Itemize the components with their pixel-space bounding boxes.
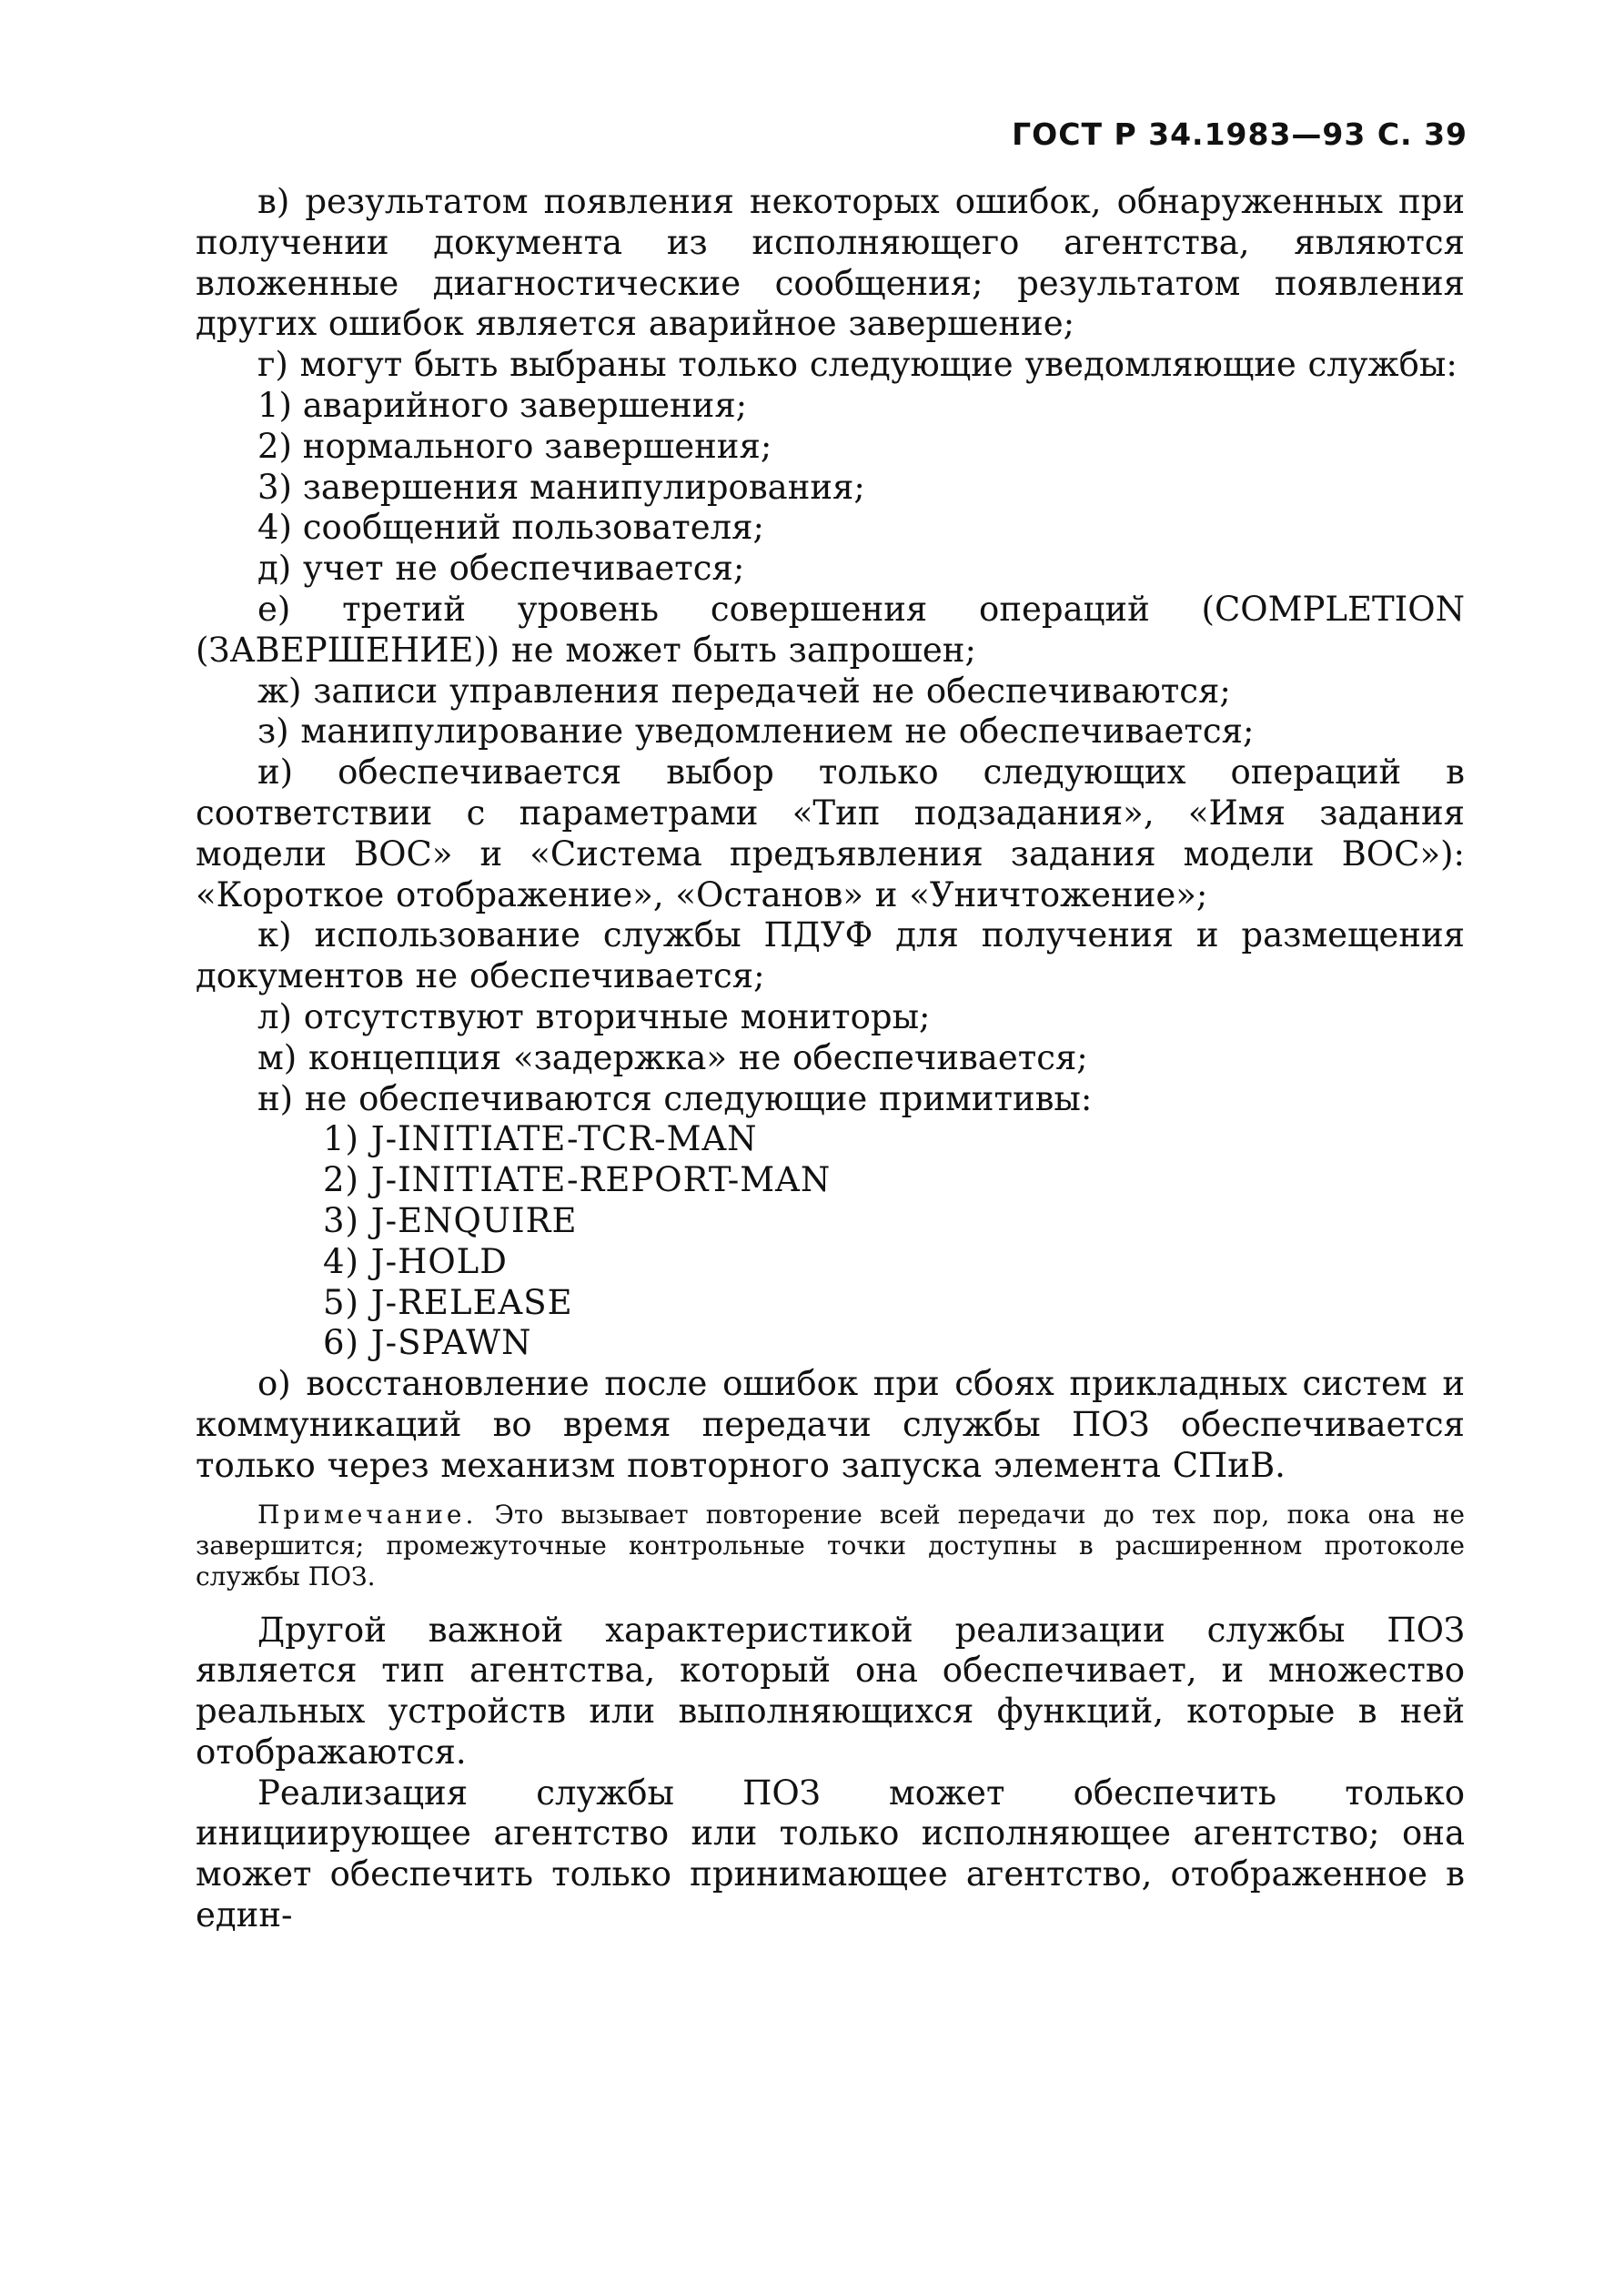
primitive-item: 6) J-SPAWN (323, 1323, 532, 1363)
primitive-item: 1) J-INITIATE-TCR-MAN (323, 1119, 758, 1159)
body-paragraph-2: Реализация службы ПОЗ может обеспечить только инициирующее агентство или только исполняющее агентство; она может обеспечить только принимающее агентство, отображенное в един- (196, 1773, 1465, 1935)
list-item-zh: ж) записи управления передачей не обеспечиваются; (257, 671, 1231, 711)
list-item-v: в) результатом появления некоторых ошибок, обнаруженных при получении документа из исполняющего агентства, являются вложенные диагностические сообщения; результатом появления других ошибок является аварийное завершение; (196, 182, 1465, 344)
list-subitem: 3) завершения манипулирования; (257, 467, 865, 507)
list-item-n: н) не обеспечиваются следующие примитивы: (257, 1078, 1093, 1118)
list-subitem: 4) сообщений пользователя; (257, 508, 764, 548)
list-item-g: г) могут быть выбраны только следующие уведомляющие службы: (257, 345, 1458, 385)
list-subitem: 1) аварийного завершения; (257, 385, 748, 425)
note-paragraph (196, 1500, 1465, 1592)
note-text: Это вызывает повторение всей передачи до тех пор, пока она не завершится; промежуточные контрольные точки доступны в расширенном протоколе службы ПОЗ. (196, 1499, 1465, 1591)
primitive-item: 5) J-RELEASE (323, 1282, 573, 1322)
list-item-e: е) третий уровень совершения операций (COMPLETION (ЗАВЕРШЕНИЕ)) не может быть запрошен; (196, 589, 1465, 670)
list-item-d: д) учет не обеспечивается; (257, 549, 745, 589)
list-item-z: з) манипулирование уведомлением не обеспечивается; (257, 712, 1255, 752)
primitive-item: 3) J-ENQUIRE (323, 1200, 578, 1240)
list-item-i: и) обеспечивается выбор только следующих операций в соответствии с параметрами «Тип подзадания», «Имя задания модели ВОС» и «Система предъявления задания модели ВОС»): «Короткое отображение», «Останов» и «Уничтожение»; (196, 753, 1465, 914)
page-content (196, 182, 1465, 1936)
primitive-item: 2) J-INITIATE-REPORT-MAN (323, 1160, 832, 1200)
primitive-item: 4) J-HOLD (323, 1241, 508, 1281)
page-header: ГОСТ Р 34.1983—93 С. 39 (1012, 116, 1468, 152)
list-item-m: м) концепция «задержка» не обеспечивается; (257, 1037, 1088, 1077)
list-item-o: о) восстановление после ошибок при сбоях прикладных систем и коммуникаций во время передачи службы ПОЗ обеспечивается только через механизм повторного запуска элемента СПиВ. (196, 1364, 1465, 1485)
list-item-l: л) отсутствуют вторичные мониторы; (257, 996, 931, 1036)
list-item-k: к) использование службы ПДУФ для получения и размещения документов не обеспечивается; (196, 915, 1465, 996)
note-label: Примечание. (257, 1499, 478, 1530)
list-subitem: 2) нормального завершения; (257, 426, 772, 466)
body-paragraph-1: Другой важной характеристикой реализации службы ПОЗ является тип агентства, который она обеспечивает, и множество реальных устройств или выполняющихся функций, которые в ней отображаются. (196, 1610, 1465, 1772)
